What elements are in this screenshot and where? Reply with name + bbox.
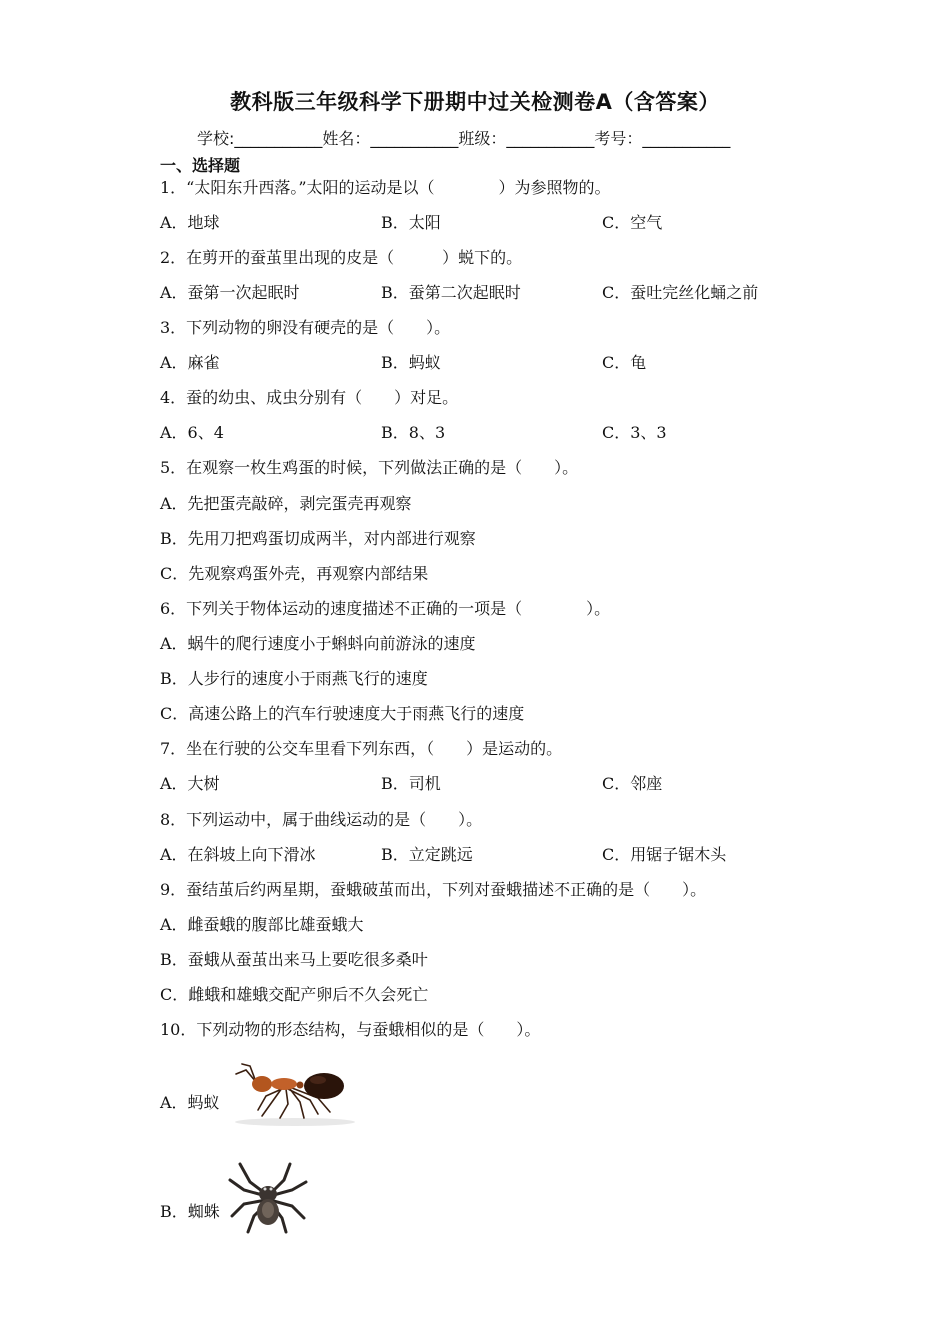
q5-option-c: C．先观察鸡蛋外壳，再观察内部结果: [160, 564, 429, 583]
q10-option-b: B．蜘蛛: [160, 1202, 220, 1221]
question-9: 9．蚕结茧后约两星期，蚕蛾破茧而出，下列对蚕蛾描述不正确的是（ ）。: [160, 880, 707, 899]
q2-option-a: A．蚕第一次起眠时: [160, 283, 300, 302]
q8-option-a: A．在斜坡上向下滑冰: [160, 845, 316, 864]
spider-image: [226, 1160, 310, 1236]
q1-option-a: A．地球: [160, 213, 220, 232]
q6-option-b: B．人步行的速度小于雨燕飞行的速度: [160, 669, 428, 688]
q3-option-c: C．龟: [602, 353, 647, 372]
q5-option-a: A．先把蛋壳敲碎，剥完蛋壳再观察: [160, 494, 412, 513]
q1-option-b: B．太阳: [381, 213, 441, 232]
q6-option-c: C．高速公路上的汽车行驶速度大于雨燕飞行的速度: [160, 704, 525, 723]
question-7: 7．坐在行驶的公交车里看下列东西，（ ）是运动的。: [160, 739, 563, 758]
question-1: 1．“太阳东升西落。”太阳的运动是以（ ）为参照物的。: [160, 178, 611, 197]
q7-option-c: C．邻座: [602, 774, 663, 793]
q3-option-b: B．蚂蚁: [381, 353, 441, 372]
student-info-line: 学校:___________姓名：___________班级：___________考号：___________: [197, 129, 731, 148]
q8-option-b: B．立定跳远: [381, 845, 473, 864]
q7-option-b: B．司机: [381, 774, 441, 793]
section-heading: 一、选择题: [160, 156, 241, 175]
q7-option-a: A．大树: [160, 774, 220, 793]
q9-option-a: A．雌蚕蛾的腹部比雄蚕蛾大: [160, 915, 364, 934]
q6-option-a: A．蜗牛的爬行速度小于蝌蚪向前游泳的速度: [160, 634, 476, 653]
q3-option-a: A．麻雀: [160, 353, 220, 372]
question-4: 4．蚕的幼虫、成虫分别有（ ）对足。: [160, 388, 459, 407]
question-8: 8．下列运动中，属于曲线运动的是（ ）。: [160, 810, 483, 829]
question-3: 3．下列动物的卵没有硬壳的是（ ）。: [160, 318, 451, 337]
q9-option-c: C．雌蛾和雄蛾交配产卵后不久会死亡: [160, 985, 429, 1004]
q8-option-c: C．用锯子锯木头: [602, 845, 727, 864]
q10-option-a: A．蚂蚁: [160, 1093, 220, 1112]
question-6: 6．下列关于物体运动的速度描述不正确的一项是（ ）。: [160, 599, 611, 618]
q4-option-b: B．8、3: [381, 423, 446, 442]
ant-image: [222, 1052, 368, 1128]
q1-option-c: C．空气: [602, 213, 663, 232]
q2-option-c: C．蚕吐完丝化蛹之前: [602, 283, 759, 302]
page-title: 教科版三年级科学下册期中过关检测卷A（含答案）: [230, 90, 720, 114]
q5-option-b: B．先用刀把鸡蛋切成两半，对内部进行观察: [160, 529, 476, 548]
question-5: 5．在观察一枚生鸡蛋的时候，下列做法正确的是（ ）。: [160, 458, 579, 477]
q4-option-a: A．6、4: [160, 423, 224, 442]
question-2: 2．在剪开的蚕茧里出现的皮是（ ）蜕下的。: [160, 248, 523, 267]
q2-option-b: B．蚕第二次起眠时: [381, 283, 521, 302]
q9-option-b: B．蚕蛾从蚕茧出来马上要吃很多桑叶: [160, 950, 428, 969]
question-10: 10．下列动物的形态结构，与蚕蛾相似的是（ ）。: [160, 1020, 541, 1039]
q4-option-c: C．3、3: [602, 423, 667, 442]
